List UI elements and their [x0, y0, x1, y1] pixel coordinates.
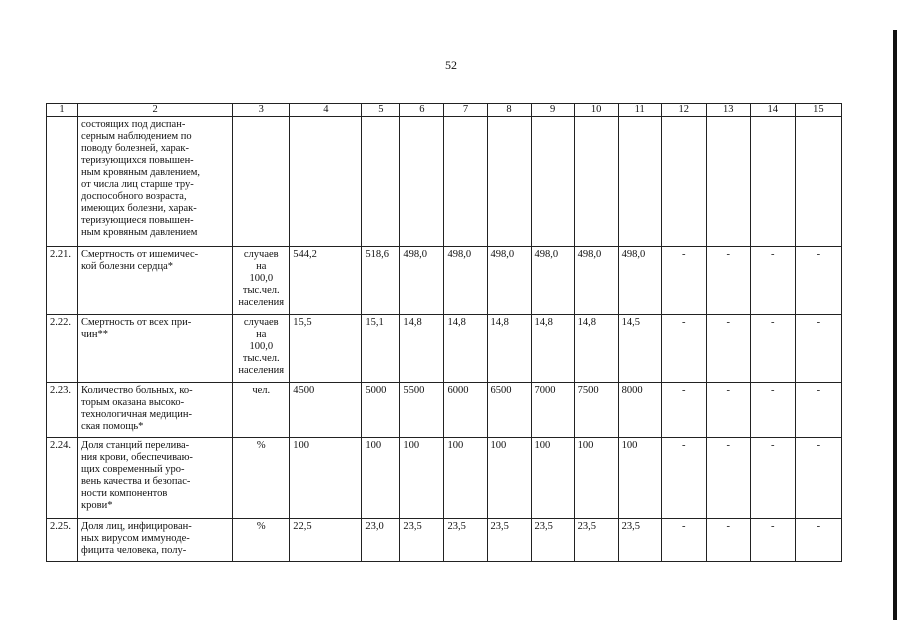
- value-cell: 22,5: [290, 519, 362, 562]
- value-cell: 14,8: [487, 315, 531, 383]
- value-cell: 15,5: [290, 315, 362, 383]
- value-cell: 6500: [487, 383, 531, 438]
- value-cell: -: [706, 315, 750, 383]
- value-cell: 23,0: [362, 519, 400, 562]
- table-row: [47, 117, 842, 247]
- value-cell: 498,0: [574, 247, 618, 315]
- row-number-cell: [47, 117, 78, 247]
- indicator-name-cell: Доля станций перелива- ния крови, обеспечиваю- щих современный уро- вень качества и безопас- ности компонентов крови*: [78, 438, 233, 519]
- value-cell: 498,0: [618, 247, 661, 315]
- value-cell: 100: [574, 438, 618, 519]
- unit-cell: случаев на 100,0 тыс.чел. населения: [233, 315, 290, 383]
- value-cell: 14,8: [444, 315, 487, 383]
- value-cell: 15,1: [362, 315, 400, 383]
- value-cell: 7500: [574, 383, 618, 438]
- row-number-cell: 2.21.: [47, 247, 78, 315]
- value-cell: [290, 117, 362, 247]
- value-cell: [400, 117, 444, 247]
- column-header: 1: [47, 104, 78, 117]
- column-header: 11: [618, 104, 661, 117]
- value-cell: 100: [400, 438, 444, 519]
- column-header: 5: [362, 104, 400, 117]
- table-row: [47, 438, 842, 519]
- table-row: [47, 315, 842, 383]
- value-cell: 498,0: [400, 247, 444, 315]
- page-number: 52: [445, 58, 457, 72]
- value-cell: -: [795, 383, 841, 438]
- value-cell: -: [795, 315, 841, 383]
- value-cell: 6000: [444, 383, 487, 438]
- value-cell: 23,5: [531, 519, 574, 562]
- indicator-name-cell: Смертность от ишемичес- кой болезни сердца*: [78, 247, 233, 315]
- value-cell: 100: [444, 438, 487, 519]
- value-cell: [531, 117, 574, 247]
- value-cell: [362, 117, 400, 247]
- value-cell: 544,2: [290, 247, 362, 315]
- value-cell: 498,0: [487, 247, 531, 315]
- value-cell: 14,8: [531, 315, 574, 383]
- page-edge-bar: [893, 30, 897, 620]
- column-header: 7: [444, 104, 487, 117]
- value-cell: [487, 117, 531, 247]
- column-header: 13: [706, 104, 750, 117]
- indicator-name-cell: Доля лиц, инфицирован- ных вирусом иммуноде- фицита человека, полу-: [78, 519, 233, 562]
- value-cell: 498,0: [444, 247, 487, 315]
- indicator-name-cell: состоящих под диспан- серным наблюдением по поводу болезней, харак- теризующихся повышен- ным кровяным давлением, от числа лиц старше тру- доспособного возраста, имеющих болезни, харак- теризующиеся повышен- ным кровяным давлением: [78, 117, 233, 247]
- indicator-name-cell: Количество больных, ко- торым оказана высоко- технологичная медицин- ская помощь*: [78, 383, 233, 438]
- value-cell: 14,5: [618, 315, 661, 383]
- row-number-cell: 2.24.: [47, 438, 78, 519]
- value-cell: 7000: [531, 383, 574, 438]
- value-cell: -: [706, 438, 750, 519]
- column-header: 9: [531, 104, 574, 117]
- value-cell: 100: [487, 438, 531, 519]
- value-cell: -: [706, 519, 750, 562]
- value-cell: 23,5: [487, 519, 531, 562]
- value-cell: -: [661, 438, 706, 519]
- unit-cell: чел.: [233, 383, 290, 438]
- value-cell: 14,8: [574, 315, 618, 383]
- value-cell: -: [661, 519, 706, 562]
- value-cell: 23,5: [574, 519, 618, 562]
- value-cell: -: [795, 519, 841, 562]
- column-header: 2: [78, 104, 233, 117]
- table-row: [47, 519, 842, 562]
- value-cell: -: [706, 383, 750, 438]
- value-cell: -: [795, 247, 841, 315]
- row-number-cell: 2.22.: [47, 315, 78, 383]
- value-cell: [795, 117, 841, 247]
- value-cell: 518,6: [362, 247, 400, 315]
- indicators-table: [46, 103, 842, 562]
- value-cell: 5000: [362, 383, 400, 438]
- value-cell: [661, 117, 706, 247]
- unit-cell: случаев на 100,0 тыс.чел. населения: [233, 247, 290, 315]
- value-cell: 100: [618, 438, 661, 519]
- value-cell: 4500: [290, 383, 362, 438]
- value-cell: 100: [290, 438, 362, 519]
- value-cell: [618, 117, 661, 247]
- value-cell: [750, 117, 795, 247]
- column-header: 14: [750, 104, 795, 117]
- value-cell: 5500: [400, 383, 444, 438]
- value-cell: [706, 117, 750, 247]
- unit-cell: %: [233, 438, 290, 519]
- unit-cell: %: [233, 519, 290, 562]
- row-number-cell: 2.23.: [47, 383, 78, 438]
- value-cell: -: [750, 519, 795, 562]
- column-header: 4: [290, 104, 362, 117]
- column-header: 8: [487, 104, 531, 117]
- column-header: 12: [661, 104, 706, 117]
- value-cell: -: [661, 247, 706, 315]
- value-cell: 8000: [618, 383, 661, 438]
- value-cell: [574, 117, 618, 247]
- header-row: [47, 104, 842, 117]
- value-cell: -: [750, 315, 795, 383]
- value-cell: [444, 117, 487, 247]
- value-cell: 498,0: [531, 247, 574, 315]
- value-cell: 23,5: [444, 519, 487, 562]
- value-cell: -: [750, 247, 795, 315]
- value-cell: 100: [531, 438, 574, 519]
- column-header: 10: [574, 104, 618, 117]
- table-row: [47, 247, 842, 315]
- value-cell: -: [795, 438, 841, 519]
- unit-cell: [233, 117, 290, 247]
- value-cell: 100: [362, 438, 400, 519]
- row-number-cell: 2.25.: [47, 519, 78, 562]
- column-header: 15: [795, 104, 841, 117]
- column-header: 3: [233, 104, 290, 117]
- table-row: [47, 383, 842, 438]
- value-cell: 14,8: [400, 315, 444, 383]
- value-cell: -: [706, 247, 750, 315]
- value-cell: -: [661, 383, 706, 438]
- column-header: 6: [400, 104, 444, 117]
- value-cell: -: [750, 438, 795, 519]
- value-cell: -: [661, 315, 706, 383]
- value-cell: 23,5: [400, 519, 444, 562]
- value-cell: 23,5: [618, 519, 661, 562]
- value-cell: -: [750, 383, 795, 438]
- indicator-name-cell: Смертность от всех при- чин**: [78, 315, 233, 383]
